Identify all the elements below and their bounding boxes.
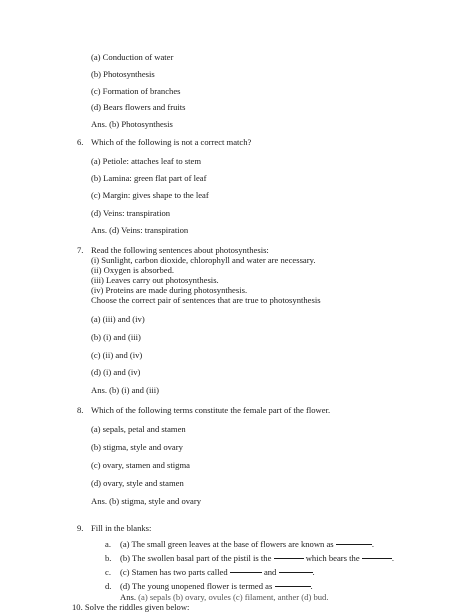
q9-item-a-letter: a. <box>105 539 111 549</box>
q9-item-c <box>120 567 315 577</box>
q7-option-a: (a) (iii) and (iv) <box>91 314 145 324</box>
q9-answer-prefix: Ans. <box>120 592 139 602</box>
q7-answer: Ans. (b) (i) and (iii) <box>91 385 160 395</box>
q9-answer-text: (a) sepals (b) ovary, ovules (c) filament, anther (d) bud. <box>138 592 329 602</box>
fill-blank <box>230 568 262 573</box>
fill-blank <box>274 554 304 559</box>
q8-option-a: (a) sepals, petal and stamen <box>91 424 186 434</box>
fill-blank <box>336 540 372 545</box>
q9-answer <box>120 592 329 602</box>
q7-question: Read the following sentences about photosynthesis: <box>91 245 269 255</box>
q7-statement-i: (i) Sunlight, carbon dioxide, chlorophyll and water are necessary. <box>91 255 316 265</box>
q9-item-d-end: . <box>310 581 313 591</box>
q9-number: 9. <box>77 523 84 533</box>
q6-option-a: (a) Petiole: attaches leaf to stem <box>91 156 202 166</box>
q9-item-b-letter: b. <box>105 553 112 563</box>
q8-option-c: (c) ovary, stamen and stigma <box>91 460 190 470</box>
q6-answer: Ans. (d) Veins: transpiration <box>91 225 189 235</box>
q7-statement-iii: (iii) Leaves carry out photosynthesis. <box>91 275 219 285</box>
q9-title: Fill in the blanks: <box>91 523 152 533</box>
q9-item-c-mid: and <box>263 567 277 577</box>
q9-item-d-letter: d. <box>105 581 112 591</box>
q6-option-c: (c) Margin: gives shape to the leaf <box>91 190 209 200</box>
q5-option-c: (c) Formation of branches <box>91 86 181 96</box>
q5-option-b: (b) Photosynthesis <box>91 69 155 79</box>
q7-option-c: (c) (ii) and (iv) <box>91 350 143 360</box>
q9-item-d <box>120 581 313 591</box>
q6-option-d: (d) Veins: transpiration <box>91 208 171 218</box>
q9-item-a-end: . <box>371 539 374 549</box>
q6-question: Which of the following is not a correct match? <box>91 137 252 147</box>
q9-item-b-end: . <box>391 553 394 563</box>
q7-number: 7. <box>77 245 84 255</box>
q7-option-d: (d) (i) and (iv) <box>91 367 141 377</box>
fill-blank <box>279 568 313 573</box>
q9-item-d-text: (d) The young unopened flower is termed as <box>120 581 273 591</box>
q7-statement-iv: (iv) Proteins are made during photosynthesis. <box>91 285 248 295</box>
q7-instruction: Choose the correct pair of sentences that are true to photosynthesis <box>91 295 321 305</box>
q9-item-c-text: (c) Stamen has two parts called <box>120 567 228 577</box>
q6-option-b: (b) Lamina: green flat part of leaf <box>91 173 207 183</box>
q6-number: 6. <box>77 137 84 147</box>
q9-item-a <box>120 539 374 549</box>
q10-number: 10. <box>72 602 85 612</box>
q9-item-b-text: (b) The swollen basal part of the pistil is the <box>120 553 272 563</box>
q8-answer: Ans. (b) stigma, style and ovary <box>91 496 202 506</box>
fill-blank <box>362 554 392 559</box>
q9-item-a-text: (a) The small green leaves at the base of flowers are known as <box>120 539 334 549</box>
q8-option-b: (b) stigma, style and ovary <box>91 442 183 452</box>
q9-item-b <box>120 553 394 563</box>
q9-item-c-end: . <box>312 567 315 577</box>
q9-item-c-letter: c. <box>105 567 111 577</box>
q7-statement-ii: (ii) Oxygen is absorbed. <box>91 265 175 275</box>
q8-option-d: (d) ovary, style and stamen <box>91 478 184 488</box>
q5-answer: Ans. (b) Photosynthesis <box>91 119 173 129</box>
fill-blank <box>275 582 311 587</box>
q5-option-d: (d) Bears flowers and fruits <box>91 102 186 112</box>
q9-item-b-mid: which bears the <box>305 553 360 563</box>
q10-title: Solve the riddles given below: <box>84 602 190 612</box>
q8-question: Which of the following terms constitute the female part of the flower. <box>91 405 331 415</box>
q5-option-a: (a) Conduction of water <box>91 52 174 62</box>
q10-heading <box>72 602 189 612</box>
q7-option-b: (b) (i) and (iii) <box>91 332 141 342</box>
q8-number: 8. <box>77 405 84 415</box>
